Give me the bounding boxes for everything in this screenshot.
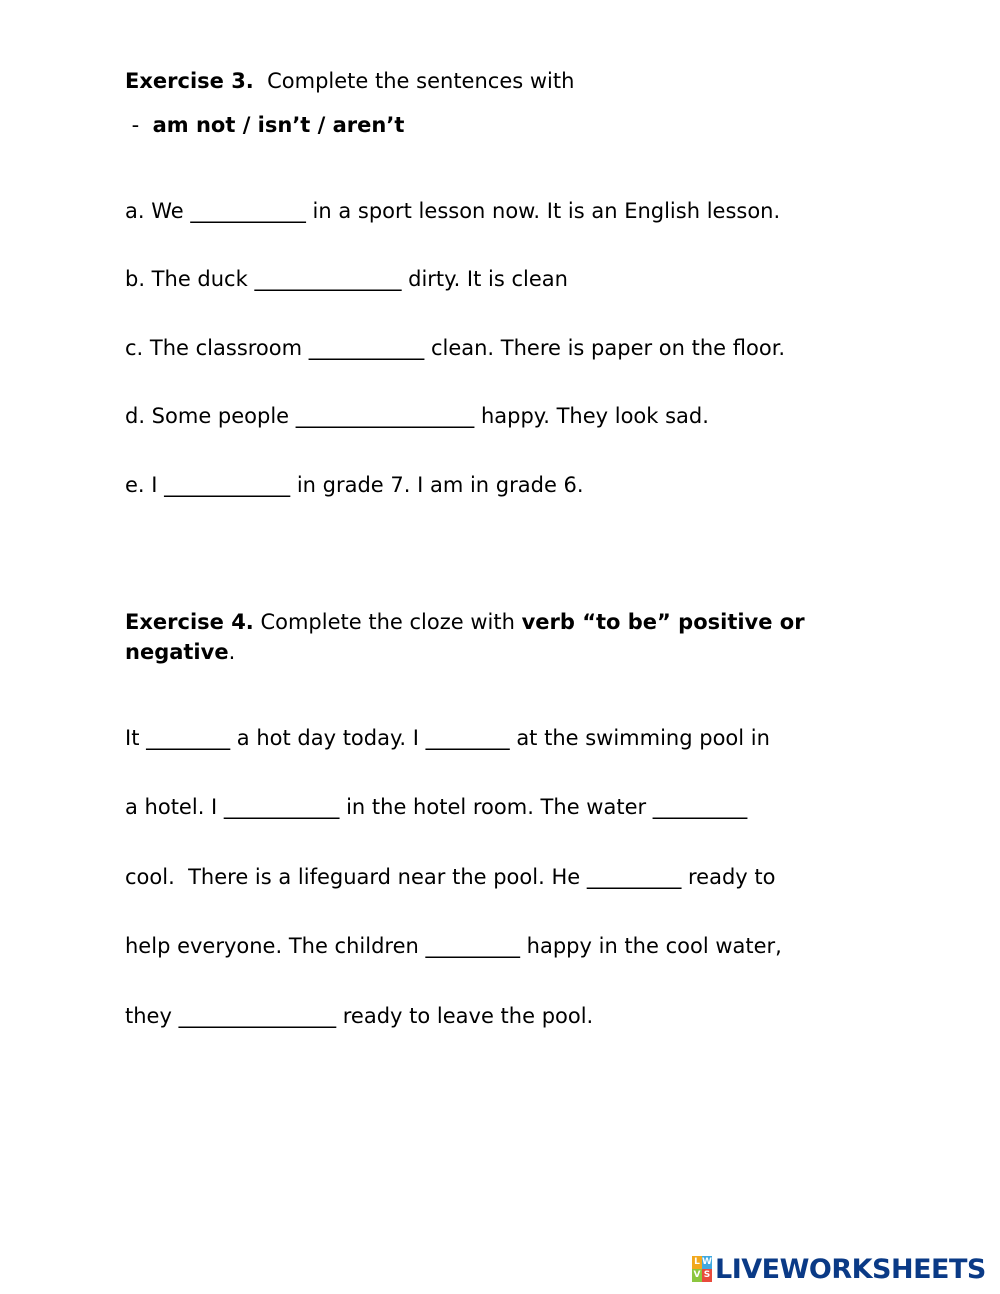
cloze-line-4 [125,931,782,961]
logo-tile-v: V [693,1270,701,1280]
exercise-4-instruction-bold-2: negative [125,640,229,664]
exercise-4-heading [125,607,805,637]
exercise-4-title: Exercise 4. [125,610,254,634]
word-options: am not / isn’t / aren’t [152,113,405,137]
logo-tile-w: W [702,1257,712,1267]
exercise-3-word-list [125,110,404,140]
logo-text: LIVEWORKSHEETS [715,1253,986,1285]
sentence-text: b. The duck [125,267,255,291]
cloze-line-2 [125,792,747,822]
cloze-text: It [125,726,147,750]
cloze-text: at the swimming pool in [509,726,770,750]
sentence-text: dirty. It is clean [401,267,568,291]
answer-blank[interactable]: _________ [586,865,682,889]
answer-blank[interactable]: _________________ [295,404,475,428]
sentence-text: happy. They look sad. [474,404,709,428]
answer-blank[interactable]: ______________ [254,267,402,291]
cloze-line-1 [125,723,770,753]
answer-blank[interactable]: ___________ [190,199,306,223]
cloze-text: they [125,1004,179,1028]
exercise-4-heading-line-2 [125,637,235,667]
exercise-4-instruction-bold: verb “to be” positive or [521,610,805,634]
exercise-3-instruction: Complete the sentences with [253,69,575,93]
answer-blank[interactable]: ____________ [164,473,291,497]
sentence-text: e. I [125,473,165,497]
exercise-3-title: Exercise 3. [125,69,254,93]
cloze-text: a hotel. I [125,795,224,819]
sentence-b [125,264,568,294]
cloze-line-3 [125,862,775,892]
answer-blank[interactable]: ___________ [223,795,340,819]
sentence-text: in grade 7. I am in grade 6. [290,473,584,497]
cloze-text: help everyone. The children [125,934,426,958]
cloze-text: happy in the cool water, [520,934,782,958]
cloze-line-5 [125,1001,593,1031]
cloze-text: ready to [681,865,776,889]
logo-tile-s: S [703,1270,711,1280]
sentence-text: c. The classroom [125,336,309,360]
sentence-text: in a sport lesson now. It is an English lesson. [305,199,781,223]
bullet-dash: - [125,113,153,137]
answer-blank[interactable]: ________ [425,726,510,750]
cloze-text: cool. There is a lifeguard near the pool. He [125,865,587,889]
sentence-c [125,333,785,363]
sentence-d [125,401,709,431]
liveworksheets-logo-icon [692,1256,712,1282]
answer-blank[interactable]: _________ [425,934,520,958]
answer-blank[interactable]: _________ [652,795,748,819]
cloze-text: in the hotel room. The water [339,795,653,819]
logo-tile-l: L [692,1256,702,1269]
sentence-e [125,470,584,500]
exercise-4-instruction: Complete the cloze with [253,610,522,634]
exercise-3-heading [125,66,574,96]
sentence-a [125,196,780,226]
sentence-text: a. We [125,199,191,223]
answer-blank[interactable]: ___________ [308,336,425,360]
exercise-4-instruction-end: . [228,640,236,664]
cloze-text: ready to leave the pool. [336,1004,594,1028]
cloze-text: a hot day today. I [230,726,426,750]
liveworksheets-logo [692,1253,986,1285]
sentence-text: clean. There is paper on the floor. [424,336,786,360]
sentence-text: d. Some people [125,404,296,428]
answer-blank[interactable]: _______________ [178,1004,337,1028]
answer-blank[interactable]: ________ [146,726,231,750]
